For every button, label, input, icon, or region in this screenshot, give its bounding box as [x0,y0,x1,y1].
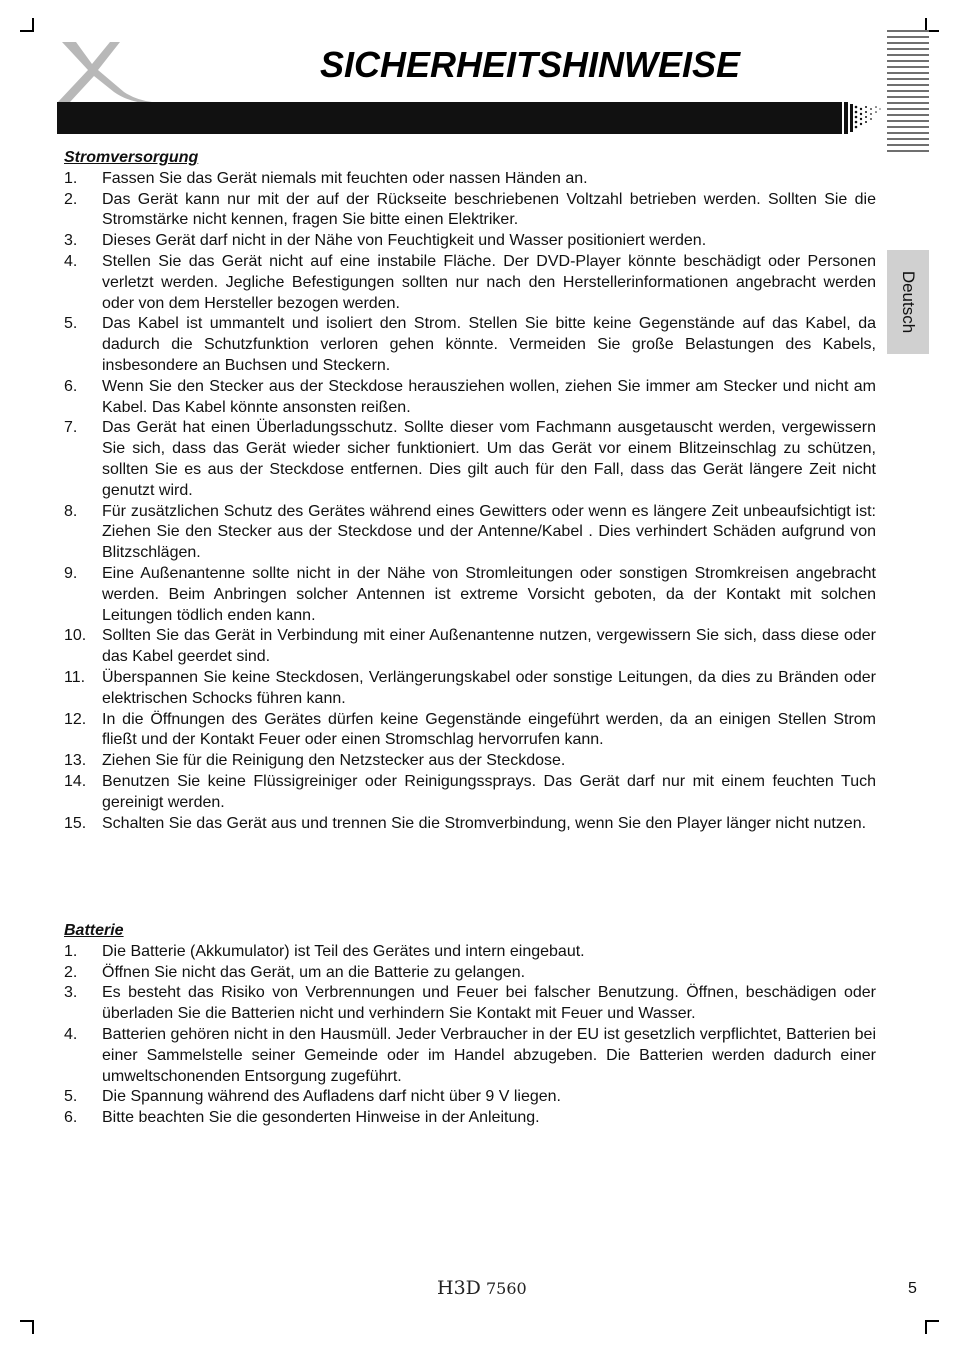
battery-list [64,942,876,1129]
list-item [64,1025,876,1087]
list-item [64,710,876,752]
side-stripe-decoration [887,30,929,158]
list-item [64,751,876,772]
list-item-number: 1. [64,942,78,960]
x-brand-logo [54,36,154,104]
list-item-text: Batterien gehören nicht in den Hausmüll. Jeder Verbraucher in der EU ist gesetzlich verpflichtet, Batterien bei einer Sammelstelle seiner Gemeinde oder im Handel abzugeben. Die Batterien werden dadurch einer umweltschonenden Entsorgung zugeführt. [102,1025,876,1085]
list-item [64,772,876,814]
header-bar-dot-pattern [836,102,882,134]
list-item-number: 6. [64,377,78,395]
list-item-text: Die Spannung während des Aufladens darf nicht über 9 V liegen. [102,1088,561,1106]
list-item-text: Für zusätzlichen Schutz des Gerätes während eines Gewitters oder wenn es längere Zeit unbeaufsichtigt ist: Ziehen Sie den Stecker aus der Steckdose und der Antenne/Kabel . Dies verhindert Schäden aufgrund von Blitzschlägen. [102,502,876,562]
list-item-text: Benutzen Sie keine Flüssigreiniger oder Reinigungssprays. Das Gerät darf nur mit einem feuchten Tuch gereinigt werden. [102,772,876,811]
list-item-text: Sollten Sie das Gerät in Verbindung mit einer Außenantenne nutzen, vergewissern Sie sich, dass diese oder das Kabel geerdet sind. [102,627,876,666]
list-item [64,418,876,501]
list-item-number: 10. [64,627,87,645]
list-item-text: Stellen Sie das Gerät nicht auf eine instabile Fläche. Der DVD-Player könnte beschädigt oder Personen verletzt werden. Jegliche Befestigungen sollten nur nach den Herstellerinformationen angebracht werden oder von dem Hersteller bezogen werden. [102,252,876,312]
list-item [64,252,876,314]
list-item-number: 5. [64,1088,78,1106]
list-item [64,626,876,668]
section-batterie [64,921,876,1129]
list-item-number: 13. [64,752,87,770]
list-item [64,169,876,190]
list-item [64,983,876,1025]
list-item-text: Eine Außenantenne sollte nicht in der Nähe von Stromleitungen oder sonstigen Stromkreisen angebracht werden. Beim Anbringen solcher Antennen ist extreme Vorsicht geboten, da der Kontakt mit solchen Leitungen tödlich enden kann. [102,564,876,624]
list-item-number: 12. [64,710,87,728]
list-item [64,502,876,564]
list-item [64,1087,876,1108]
list-item-number: 15. [64,814,87,832]
list-item-text: Öffnen Sie nicht das Gerät, um an die Batterie zu gelangen. [102,963,526,981]
list-item-number: 1. [64,169,78,187]
list-item [64,564,876,626]
list-item-number: 2. [64,963,78,981]
list-item-text: In die Öffnungen des Gerätes dürfen keine Gegenstände eingeführt werden, da an einigen Stellen Strom fließt und der Kontakt Feuer oder einen Stromschlag hervorrufen kann. [102,710,876,749]
model-prefix: H3D [437,1277,481,1299]
list-item-text: Bitte beachten Sie die gesonderten Hinweise in der Anleitung. [102,1109,540,1127]
list-item-number: 9. [64,564,78,582]
list-item-number: 5. [64,315,78,333]
list-item-text: Überspannen Sie keine Steckdosen, Verlängerungskabel oder sonstige Leitungen, da dies zu Bränden oder elektrischen Schocks führen kann. [102,668,876,707]
list-item [64,1108,876,1129]
page-title: SICHERHEITSHINWEISE [319,44,741,85]
list-item-text: Es besteht das Risiko von Verbrennungen und Feuer bei falscher Benutzung. Öffnen, beschädigen oder überladen Sie die Batterien nicht und verhindern Sie Kontakt mit Feuer und Wasser. [102,984,876,1023]
list-item [64,963,876,984]
list-item-number: 6. [64,1109,78,1127]
list-item-number: 4. [64,1025,78,1043]
list-item [64,942,876,963]
crop-mark-top-left [20,30,34,32]
list-item-text: Fassen Sie das Gerät niemals mit feuchten oder nassen Händen an. [102,169,588,187]
list-item-number: 3. [64,232,78,250]
list-item-text: Das Kabel ist ummantelt und isoliert den Strom. Stellen Sie bitte keine Gegenstände auf das Kabel, da dadurch die Schutzfunktion verloren gehen könnte. Vermeiden Sie große Belastungen des Kabels, insbesondere an Buchsen und Steckern. [102,315,876,374]
list-item-text: Dieses Gerät darf nicht in der Nähe von Feuchtigkeit und Wasser positioniert werden. [102,232,707,250]
list-item-number: 11. [64,668,86,686]
header-bar [57,102,837,134]
page-number: 5 [908,1280,917,1297]
list-item-text: Das Gerät kann nur mit der auf der Rückseite beschriebenen Voltzahl betrieben werden. Sollten Sie die Stromstärke nicht kennen, fragen Sie bitte einen Elektriker. [102,190,876,229]
list-item-text: Wenn Sie den Stecker aus der Steckdose herausziehen wollen, ziehen Sie immer am Stecker und nicht am Kabel. Das Kabel könnte ansonsten reißen. [102,377,876,416]
list-item [64,814,876,835]
model-name [437,1277,527,1299]
list-item [64,190,876,232]
list-item-text: Schalten Sie das Gerät aus und trennen Sie die Stromverbindung, wenn Sie den Player länger nicht nutzen. [102,814,867,832]
crop-mark-bottom-left [20,1320,34,1322]
section-heading: Batterie [64,922,124,939]
section-stromversorgung [64,148,876,834]
list-item [64,314,876,376]
crop-mark-bottom-left [32,1320,34,1334]
list-item-number: 2. [64,190,78,208]
language-tab-label: Deutsch [899,270,918,334]
language-tab [887,250,929,354]
list-item [64,377,876,419]
list-item-number: 3. [64,984,78,1002]
list-item-text: Das Gerät hat einen Überladungsschutz. Sollte dieser vom Fachmann ausgetauscht werden, vergewissern Sie sich, dass das Gerät wieder sicher funktioniert. Um das Gerät vor einem Blitzeinschlag zu schützen, sollten Sie es aus der Steckdose entfernen. Dies gilt auch für den Fall, dass das Gerät längere Zeit nicht genutzt wird. [102,419,876,499]
list-item [64,231,876,252]
section-heading: Stromversorgung [64,149,199,166]
list-item-number: 8. [64,502,78,520]
crop-mark-bottom-right [925,1320,939,1322]
crop-mark-bottom-right [925,1320,927,1334]
list-item-number: 4. [64,252,78,270]
safety-list [64,169,876,835]
model-number: 7560 [486,1279,527,1298]
list-item-text: Die Batterie (Akkumulator) ist Teil des Gerätes und intern eingebaut. [102,942,585,960]
list-item [64,668,876,710]
list-item-number: 7. [64,419,78,437]
list-item-text: Ziehen Sie für die Reinigung den Netzstecker aus der Steckdose. [102,752,566,770]
list-item-number: 14. [64,772,87,790]
